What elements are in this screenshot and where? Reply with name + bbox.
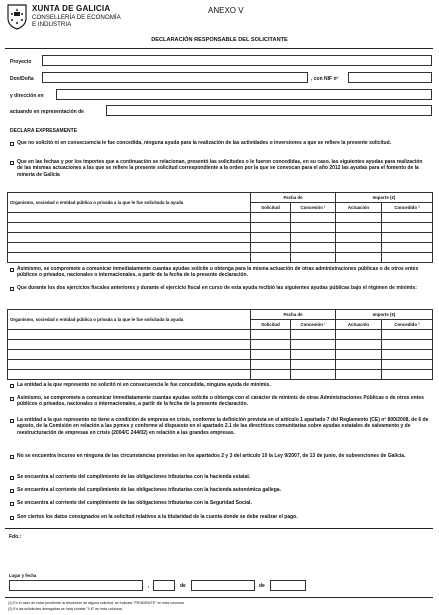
month-field[interactable] <box>191 580 255 591</box>
declaration-7-checkbox[interactable] <box>10 419 14 423</box>
place-field[interactable] <box>9 580 143 591</box>
footnote-divider <box>5 597 433 598</box>
solicitud-header: Solicitud <box>251 203 291 213</box>
table-row[interactable] <box>8 360 433 370</box>
aid-table-1 <box>7 192 433 263</box>
footnote-1: (1) En el caso de estar pendiente la resolución de alguna solicitud, se indicará "PENDIENTE" en esta columna. <box>8 601 185 605</box>
nif-label: , con NIF nº <box>311 76 339 82</box>
proyecto-field[interactable] <box>42 55 432 66</box>
actuacion-header: Actuación <box>336 203 382 213</box>
declaration-11-text: Se encuentra al corriente del cumplimiento de las obligaciones tributarias con la Seguridad Social. <box>17 500 252 506</box>
declaration-8-checkbox[interactable] <box>10 455 14 459</box>
declaration-9-text: Se encuentra al corriente del cumplimiento de las obligaciones tributarias con la hacienda estatal. <box>17 474 251 480</box>
declara-heading: DECLARA EXPRESAMENTE <box>10 128 78 134</box>
declaration-10-checkbox[interactable] <box>10 489 14 493</box>
concedido-header: Concedido ² <box>382 203 433 213</box>
table-row[interactable] <box>8 340 433 350</box>
declaration-8-text: No se encuentra incurso en ninguna de las circunstancias previstas en los apartados 2 y 3 del artículo 10 la Ley 9/2007, de 13 de junio, de subvenciones de Galicia. <box>17 453 406 459</box>
org-name: XUNTA DE GALICIA <box>32 4 111 13</box>
representation-field[interactable] <box>106 105 432 116</box>
declaration-12-text: Son ciertos los datos consignados en la solicitud relativos a la titularidad de la cuenta donde se debe realizar el pago. <box>17 514 298 520</box>
declaration-5-text: La entidad a la que represento no solicitó ni en consecuencia le fue concedida, ninguna ayuda de minimis. <box>17 382 271 388</box>
table-row[interactable] <box>8 243 433 253</box>
place-comma: , <box>148 583 150 589</box>
footnote-2: (2) En las solicitudes denegadas se hará constar "0 €" en esta columna. <box>8 607 123 611</box>
table-row[interactable] <box>8 370 433 380</box>
organismo-header: Organismo, sociedad o entidad pública o privada a la que le fue solicitada la ayuda <box>8 193 251 213</box>
department-line-2: E INDUSTRIA <box>32 21 72 28</box>
de-label-1: de <box>180 583 186 589</box>
place-date-label: Lugar y fecha <box>9 573 37 578</box>
importe-header: Importe (€) <box>336 310 433 320</box>
concesion-header: Concesión ¹ <box>291 203 336 213</box>
actuacion-header: Actuación <box>336 320 382 330</box>
department-name <box>32 14 121 28</box>
declaration-4-text: Que durante los dos ejercicios fiscales anteriores y durante el ejercicio fiscal en curso de esta ayuda recibió las siguientes ayudas públicas bajo el régimen de minimis: <box>17 285 417 291</box>
direccion-label: y dirección en <box>10 93 44 99</box>
minimis-aid-table <box>7 309 433 380</box>
signature-divider <box>5 528 433 529</box>
table-row[interactable] <box>8 233 433 243</box>
department-line-1: CONSELLERÍA DE ECONOMÍA <box>32 14 121 21</box>
nif-field[interactable] <box>348 72 432 83</box>
table-row[interactable] <box>8 350 433 360</box>
name-field[interactable] <box>42 72 308 83</box>
declaration-12-checkbox[interactable] <box>10 516 14 520</box>
declaration-6-checkbox[interactable] <box>10 397 14 401</box>
fecha-header: Fecha de <box>251 310 336 320</box>
table-row[interactable] <box>8 213 433 223</box>
proyecto-label: Proyecto <box>10 59 32 65</box>
concesion-header: Concesión ¹ <box>291 320 336 330</box>
de-label-2: de <box>259 583 265 589</box>
concedido-header: Concedido ² <box>382 320 433 330</box>
day-field[interactable] <box>153 580 175 591</box>
representacion-label: actuando en representación de <box>10 109 84 115</box>
table-row[interactable] <box>8 330 433 340</box>
declaration-9-checkbox[interactable] <box>10 476 14 480</box>
declaration-2-checkbox[interactable] <box>10 161 14 165</box>
fecha-header: Fecha de <box>251 193 336 203</box>
table-row[interactable] <box>8 223 433 233</box>
don-label: Don/Doña <box>10 76 34 82</box>
declaration-11-checkbox[interactable] <box>10 502 14 506</box>
signature-area[interactable] <box>34 530 432 550</box>
declaration-7-text: La entidad a la que represento no tiene a condición de empresa en crisis, conforme la definición prevista en el artículo 1 apartado 7 del Reglamento (CE) nº 800/2008, de 6 de agosto, de la Comisión en relación a las pymes y conforme al dispuesto en el apartado 2.1 de las directrices comunitarias sobre ayudas estatales de salvamento y de reestructuración de empresas en crisis (2004/C 244/02) en relación a las grandes empresas. <box>17 417 429 436</box>
annex-label: ANEXO V <box>208 6 244 15</box>
declaration-3-text: Asimismo, se compromete a comunicar inmediatamente cuantas ayudas solicite u obtenga para la misma actuación de otras administraciones públicas o de otros entes públicos o privados, nacionales o internacionales, a partir de la fecha de la presente declaración. <box>17 266 419 279</box>
document-title: DECLARACIÓN RESPONSABLE DEL SOLICITANTE <box>151 37 288 43</box>
declaration-4-checkbox[interactable] <box>10 287 14 291</box>
importe-header: Importe (€) <box>336 193 433 203</box>
address-field[interactable] <box>56 89 432 100</box>
declaration-1-text: Que no solicitó ni en consecuencia le fue concedida, ninguna ayuda para la realización de las actividades o inversiones a que se refiere la presente solicitud. <box>17 140 392 146</box>
declaration-10-text: Se encuentra al corriente del cumplimiento de las obligaciones tributarias con la hacienda autonómica gallega. <box>17 487 281 493</box>
declaration-2-text: Que en las fechas y por los importes que a continuación se relacionan, presentó las solicitudes o le fueron concedidas, en su caso, las siguientes ayudas para realización de las mismas actuaciones a las que se refiere la presente solicitud correspondiente a la orden por la que se convocan para el año 2012 las ayudas para el fomento de la minería de Galicia <box>17 159 423 178</box>
organismo-header: Organismo, sociedad o entidad pública o privada a la que le fue solicitada la ayuda <box>8 310 251 330</box>
year-field[interactable] <box>270 580 306 591</box>
declaration-1-checkbox[interactable] <box>10 142 14 146</box>
solicitud-header: Solicitud <box>251 320 291 330</box>
declaration-6-text: Asimismo, se compromete a comunicar inmediatamente cuantas ayudas solicite u obtenga con el carácter de minimis de otras Administraciones Públicas o de otros entes públicos o privados, nacionales o internacionales, a partir de la fecha de la presente declaración. <box>17 395 424 408</box>
declaration-5-checkbox[interactable] <box>10 384 14 388</box>
declaration-3-checkbox[interactable] <box>10 268 14 272</box>
signature-label: Fdo.: <box>9 534 22 540</box>
coat-of-arms-logo <box>5 4 29 30</box>
table-row[interactable] <box>8 253 433 263</box>
title-divider <box>5 48 433 49</box>
